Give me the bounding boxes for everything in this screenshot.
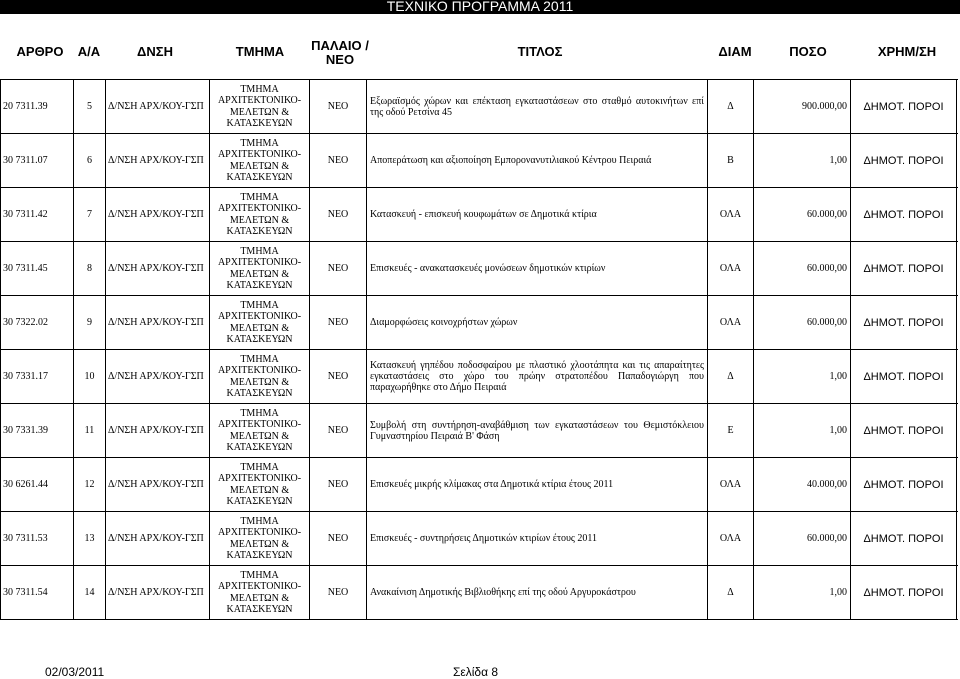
cell-xrimsi: ΔΗΜΟΤ. ΠΟΡΟΙ <box>851 458 957 511</box>
cell-palaio-neo: ΝΕΟ <box>310 512 367 565</box>
tmima-line: ΑΡΧΙΤΕΚΤΟΝΙΚΟ- <box>217 203 302 214</box>
cell-tmima <box>210 404 310 457</box>
header-xrimsi: ΧΡΗΜ/ΣΗ <box>877 44 937 59</box>
tmima-line: ΚΑΤΑΣΚΕΥΩΝ <box>226 604 293 615</box>
tmima-line: ΤΜΗΜΑ <box>240 569 279 581</box>
tmima-line: ΜΕΛΕΤΩΝ & <box>229 430 290 442</box>
table-row <box>1 188 958 242</box>
tmima-line: ΜΕΛΕΤΩΝ & <box>229 214 290 226</box>
cell-palaio-neo: ΝΕΟ <box>310 350 367 403</box>
cell-tmima <box>210 80 310 133</box>
footer-page-number: Σελίδα 8 <box>453 665 499 679</box>
cell-dnsi: Δ/ΝΣΗ ΑΡΧ/ΚΟΥ-ΓΣΠ <box>106 296 210 349</box>
cell-diam: Δ <box>708 350 754 403</box>
tmima-line: ΚΑΤΑΣΚΕΥΩΝ <box>226 550 293 561</box>
table-row <box>1 296 958 350</box>
tmima-line: ΑΡΧΙΤΕΚΤΟΝΙΚΟ- <box>217 473 302 484</box>
header-dnsi: ΔΝΣΗ <box>137 44 173 59</box>
cell-xrimsi: ΔΗΜΟΤ. ΠΟΡΟΙ <box>851 512 957 565</box>
cell-arthro: 30 7331.17 <box>1 350 74 403</box>
header-arthro: ΑΡΘΡΟ <box>16 44 64 59</box>
cell-dnsi: Δ/ΝΣΗ ΑΡΧ/ΚΟΥ-ΓΣΠ <box>106 134 210 187</box>
cell-palaio-neo: ΝΕΟ <box>310 566 367 619</box>
table-row <box>1 512 958 566</box>
cell-diam: ΟΛΑ <box>708 296 754 349</box>
cell-dnsi: Δ/ΝΣΗ ΑΡΧ/ΚΟΥ-ΓΣΠ <box>106 566 210 619</box>
tmima-line: ΚΑΤΑΣΚΕΥΩΝ <box>226 280 293 291</box>
cell-palaio-neo: ΝΕΟ <box>310 404 367 457</box>
cell-diam: Δ <box>708 80 754 133</box>
cell-poso: 1,00 <box>754 566 851 619</box>
cell-arthro: 30 7311.07 <box>1 134 74 187</box>
cell-arthro: 30 7322.02 <box>1 296 74 349</box>
cell-tmima <box>210 512 310 565</box>
table-row <box>1 134 958 188</box>
cell-poso: 60.000,00 <box>754 188 851 241</box>
cell-diam: ΟΛΑ <box>708 512 754 565</box>
table-row <box>1 242 958 296</box>
cell-titlos: Διαμορφώσεις κοινοχρήστων χώρων <box>367 296 708 349</box>
tmima-line: ΜΕΛΕΤΩΝ & <box>229 484 290 496</box>
cell-titlos: Εξωραϊσμός χώρων και επέκταση εγκαταστάσεων στο σταθμό αυτοκινήτων επί της οδού Ρετσίνα 45 <box>367 80 708 133</box>
tmima-line: ΑΡΧΙΤΕΚΤΟΝΙΚΟ- <box>217 257 302 268</box>
cell-poso: 1,00 <box>754 134 851 187</box>
cell-tmima <box>210 296 310 349</box>
cell-tmima <box>210 188 310 241</box>
cell-xrimsi: ΔΗΜΟΤ. ΠΟΡΟΙ <box>851 80 957 133</box>
cell-poso: 60.000,00 <box>754 296 851 349</box>
cell-poso: 60.000,00 <box>754 512 851 565</box>
header-diam: ΔΙΑΜ <box>718 44 752 59</box>
tmima-line: ΚΑΤΑΣΚΕΥΩΝ <box>226 442 293 453</box>
cell-palaio-neo: ΝΕΟ <box>310 188 367 241</box>
header-poso: ΠΟΣΟ <box>789 44 827 59</box>
tmima-line: ΤΜΗΜΑ <box>240 407 279 419</box>
tmima-line: ΑΡΧΙΤΕΚΤΟΝΙΚΟ- <box>217 581 302 592</box>
tmima-line: ΤΜΗΜΑ <box>240 137 279 149</box>
cell-diam: ΟΛΑ <box>708 242 754 295</box>
cell-dnsi: Δ/ΝΣΗ ΑΡΧ/ΚΟΥ-ΓΣΠ <box>106 404 210 457</box>
data-table <box>0 79 958 620</box>
table-row <box>1 458 958 512</box>
cell-aa: 6 <box>74 134 106 187</box>
header-tmima: ΤΜΗΜΑ <box>235 44 285 59</box>
cell-diam: ΟΛΑ <box>708 188 754 241</box>
cell-aa: 14 <box>74 566 106 619</box>
cell-dnsi: Δ/ΝΣΗ ΑΡΧ/ΚΟΥ-ΓΣΠ <box>106 188 210 241</box>
cell-titlos: Κατασκευή γηπέδου ποδοσφαίρου με πλαστικό χλοοτάπητα και τις απαραίτητες εγκαταστάσεις στο χώρο του πρώην στρατοπέδου Παπαδογιώργη που παραχωρήθηκε στο Δήμο Πειραιά <box>367 350 708 403</box>
tmima-line: ΑΡΧΙΤΕΚΤΟΝΙΚΟ- <box>217 311 302 322</box>
header-aa: Α/Α <box>77 44 101 59</box>
cell-dnsi: Δ/ΝΣΗ ΑΡΧ/ΚΟΥ-ΓΣΠ <box>106 80 210 133</box>
cell-aa: 7 <box>74 188 106 241</box>
cell-palaio-neo: ΝΕΟ <box>310 458 367 511</box>
cell-titlos: Ανακαίνιση Δημοτικής Βιβλιοθήκης επί της οδού Αργυροκάστρου <box>367 566 708 619</box>
cell-xrimsi: ΔΗΜΟΤ. ΠΟΡΟΙ <box>851 242 957 295</box>
tmima-line: ΑΡΧΙΤΕΚΤΟΝΙΚΟ- <box>217 365 302 376</box>
cell-aa: 8 <box>74 242 106 295</box>
tmima-line: ΤΜΗΜΑ <box>240 245 279 257</box>
tmima-line: ΚΑΤΑΣΚΕΥΩΝ <box>226 118 293 129</box>
cell-poso: 1,00 <box>754 404 851 457</box>
cell-titlos: Επισκευές μικρής κλίμακας στα Δημοτικά κτίρια έτους 2011 <box>367 458 708 511</box>
cell-arthro: 30 7311.42 <box>1 188 74 241</box>
tmima-line: ΑΡΧΙΤΕΚΤΟΝΙΚΟ- <box>217 527 302 538</box>
tmima-line: ΤΜΗΜΑ <box>240 191 279 203</box>
cell-xrimsi: ΔΗΜΟΤ. ΠΟΡΟΙ <box>851 134 957 187</box>
cell-aa: 12 <box>74 458 106 511</box>
tmima-line: ΜΕΛΕΤΩΝ & <box>229 160 290 172</box>
cell-dnsi: Δ/ΝΣΗ ΑΡΧ/ΚΟΥ-ΓΣΠ <box>106 350 210 403</box>
cell-titlos: Επισκευές - ανακατασκευές μονώσεων δημοτικών κτιρίων <box>367 242 708 295</box>
cell-tmima <box>210 134 310 187</box>
cell-poso: 60.000,00 <box>754 242 851 295</box>
cell-dnsi: Δ/ΝΣΗ ΑΡΧ/ΚΟΥ-ΓΣΠ <box>106 242 210 295</box>
cell-xrimsi: ΔΗΜΟΤ. ΠΟΡΟΙ <box>851 404 957 457</box>
header-palaio-line2: ΝΕΟ <box>325 52 355 67</box>
cell-arthro: 30 7331.39 <box>1 404 74 457</box>
cell-xrimsi: ΔΗΜΟΤ. ΠΟΡΟΙ <box>851 350 957 403</box>
cell-aa: 9 <box>74 296 106 349</box>
cell-xrimsi: ΔΗΜΟΤ. ΠΟΡΟΙ <box>851 296 957 349</box>
tmima-line: ΜΕΛΕΤΩΝ & <box>229 592 290 604</box>
cell-titlos: Συμβολή στη συντήρηση-αναβάθμιση των εγκαταστάσεων του Θεμιστόκλειου Γυμναστηρίου Πειραιά Β' Φάση <box>367 404 708 457</box>
table-row <box>1 404 958 458</box>
cell-tmima <box>210 566 310 619</box>
tmima-line: ΚΑΤΑΣΚΕΥΩΝ <box>226 226 293 237</box>
tmima-line: ΚΑΤΑΣΚΕΥΩΝ <box>226 388 293 399</box>
tmima-line: ΜΕΛΕΤΩΝ & <box>229 322 290 334</box>
cell-tmima <box>210 458 310 511</box>
cell-dnsi: Δ/ΝΣΗ ΑΡΧ/ΚΟΥ-ΓΣΠ <box>106 512 210 565</box>
cell-arthro: 30 7311.54 <box>1 566 74 619</box>
cell-palaio-neo: ΝΕΟ <box>310 242 367 295</box>
tmima-line: ΜΕΛΕΤΩΝ & <box>229 538 290 550</box>
cell-palaio-neo: ΝΕΟ <box>310 134 367 187</box>
cell-poso: 1,00 <box>754 350 851 403</box>
cell-titlos: Αποπεράτωση και αξιοποίηση Εμπορονανυτιλιακού Κέντρου Πειραιά <box>367 134 708 187</box>
tmima-line: ΤΜΗΜΑ <box>240 83 279 95</box>
cell-palaio-neo: ΝΕΟ <box>310 296 367 349</box>
tmima-line: ΑΡΧΙΤΕΚΤΟΝΙΚΟ- <box>217 149 302 160</box>
cell-diam: Δ <box>708 566 754 619</box>
cell-titlos: Κατασκευή - επισκευή κουφωμάτων σε Δημοτικά κτίρια <box>367 188 708 241</box>
tmima-line: ΚΑΤΑΣΚΕΥΩΝ <box>226 172 293 183</box>
table-row <box>1 350 958 404</box>
cell-arthro: 30 7311.45 <box>1 242 74 295</box>
cell-poso: 900.000,00 <box>754 80 851 133</box>
tmima-line: ΑΡΧΙΤΕΚΤΟΝΙΚΟ- <box>217 419 302 430</box>
tmima-line: ΑΡΧΙΤΕΚΤΟΝΙΚΟ- <box>217 95 302 106</box>
cell-xrimsi: ΔΗΜΟΤ. ΠΟΡΟΙ <box>851 566 957 619</box>
cell-tmima <box>210 350 310 403</box>
cell-diam: Ε <box>708 404 754 457</box>
cell-aa: 13 <box>74 512 106 565</box>
tmima-line: ΤΜΗΜΑ <box>240 299 279 311</box>
cell-aa: 11 <box>74 404 106 457</box>
tmima-line: ΤΜΗΜΑ <box>240 353 279 365</box>
tmima-line: ΚΑΤΑΣΚΕΥΩΝ <box>226 334 293 345</box>
cell-aa: 5 <box>74 80 106 133</box>
header-titlos: ΤΙΤΛΟΣ <box>517 44 563 59</box>
tmima-line: ΚΑΤΑΣΚΕΥΩΝ <box>226 496 293 507</box>
cell-dnsi: Δ/ΝΣΗ ΑΡΧ/ΚΟΥ-ΓΣΠ <box>106 458 210 511</box>
cell-xrimsi: ΔΗΜΟΤ. ΠΟΡΟΙ <box>851 188 957 241</box>
page-title: ΤΕΧΝΙΚΟ ΠΡΟΓΡΑΜΜΑ 2011 <box>0 0 960 14</box>
cell-aa: 10 <box>74 350 106 403</box>
table-header <box>0 30 960 74</box>
cell-arthro: 30 7311.53 <box>1 512 74 565</box>
tmima-line: ΜΕΛΕΤΩΝ & <box>229 106 290 118</box>
footer-date: 02/03/2011 <box>45 665 105 679</box>
tmima-line: ΤΜΗΜΑ <box>240 461 279 473</box>
cell-arthro: 30 6261.44 <box>1 458 74 511</box>
cell-palaio-neo: ΝΕΟ <box>310 80 367 133</box>
cell-tmima <box>210 242 310 295</box>
tmima-line: ΜΕΛΕΤΩΝ & <box>229 376 290 388</box>
cell-diam: Β <box>708 134 754 187</box>
tmima-line: ΜΕΛΕΤΩΝ & <box>229 268 290 280</box>
table-row <box>1 80 958 134</box>
cell-diam: ΟΛΑ <box>708 458 754 511</box>
tmima-line: ΤΜΗΜΑ <box>240 515 279 527</box>
cell-arthro: 20 7311.39 <box>1 80 74 133</box>
table-row <box>1 566 958 620</box>
header-palaio-line1: ΠΑΛΑΙΟ / <box>311 38 369 53</box>
cell-titlos: Επισκευές - συντηρήσεις Δημοτικών κτιρίων έτους 2011 <box>367 512 708 565</box>
cell-poso: 40.000,00 <box>754 458 851 511</box>
